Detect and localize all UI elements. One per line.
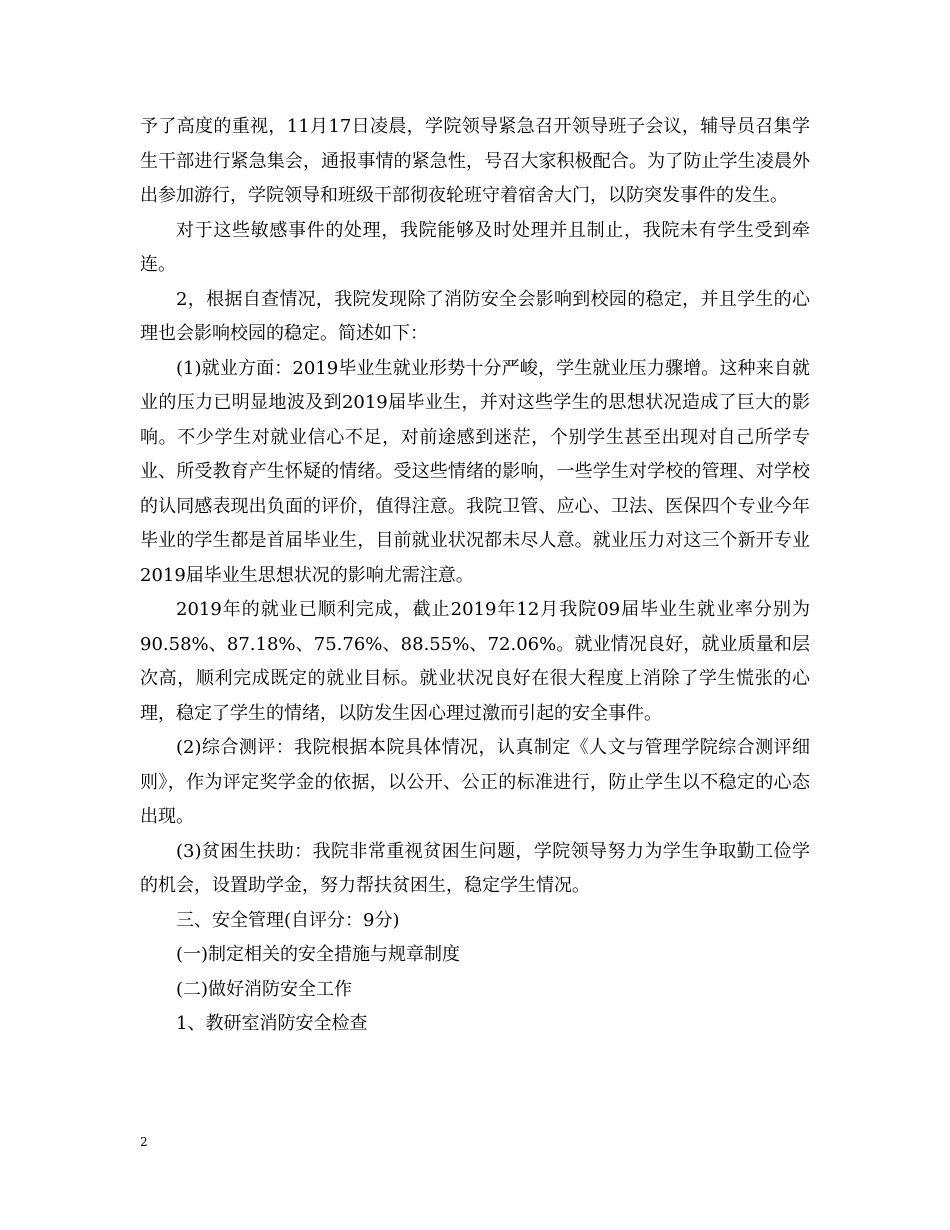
paragraph-employment-rates: 2019年的就业已顺利完成，截止2019年12月我院09届毕业生就业率分别为90.58%、87.18%、75.76%、88.55%、72.06%。就业情况良好，就业质量和层次高，顺利完成既定的就业目标。就业状况良好在很大程度上消除了学生慌张的心理，稳定了学生的情绪，以防发生因心理过激而引起的安全事件。	[140, 599, 810, 724]
subheading-fire-safety: (二)做好消防安全工作	[176, 978, 353, 1000]
paragraph-evaluation: (2)综合测评：我院根据本院具体情况，认真制定《人文与管理学院综合测评细则》，作为评定奖学金的依据，以公开、公正的标准进行，防止学生以不稳定的心态出现。	[140, 737, 810, 827]
paragraph-continuation: 予了高度的重视，11月17日凌晨，学院领导紧急召开领导班子会议，辅导员召集学生干部进行紧急集会，通报事情的紧急性，号召大家积极配合。为了防止学生凌晨外出参加游行，学院领导和班级干部彻夜轮班守着宿舍大门，以防突发事件的发生。	[140, 116, 810, 206]
subheading-safety-measures: (一)制定相关的安全措施与规章制度	[176, 944, 461, 965]
section-heading-safety-management: 三、安全管理(自评分：9分)	[176, 909, 400, 931]
paragraph-employment: (1)就业方面：2019毕业生就业形势十分严峻，学生就业压力骤增。这种来自就业的压力已明显地波及到2019届毕业生，并对这些学生的思想状况造成了巨大的影响。不少学生对就业信心不足，对前途感到迷茫，个别学生甚至出现对自己所学专业、所受教育产生怀疑的情绪。受这些情绪的影响，一些学生对学校的管理、对学校的认同感表现出负面的评价，值得注意。我院卫管、应心、卫法、医保四个专业今年毕业的学生都是首届毕业生，目前就业状况都未尽人意。就业压力对这三个新开专业2019届毕业生思想状况的影响尤需注意。	[140, 357, 810, 586]
paragraph-self-check: 2，根据自查情况，我院发现除了消防安全会影响到校园的稳定，并且学生的心理也会影响校园的稳定。简述如下：	[140, 288, 810, 344]
page-number: 2	[140, 1135, 148, 1149]
document-body	[140, 110, 810, 1042]
paragraph-sensitive-events: 对于这些敏感事件的处理，我院能够及时处理并且制止，我院未有学生受到牵连。	[140, 219, 810, 275]
item-office-fire-check: 1、教研室消防安全检查	[176, 1013, 368, 1034]
paragraph-poverty-aid: (3)贫困生扶助：我院非常重视贫困生问题，学院领导努力为学生争取勤工俭学的机会，设置助学金，努力帮扶贫困生，稳定学生情况。	[140, 840, 810, 896]
